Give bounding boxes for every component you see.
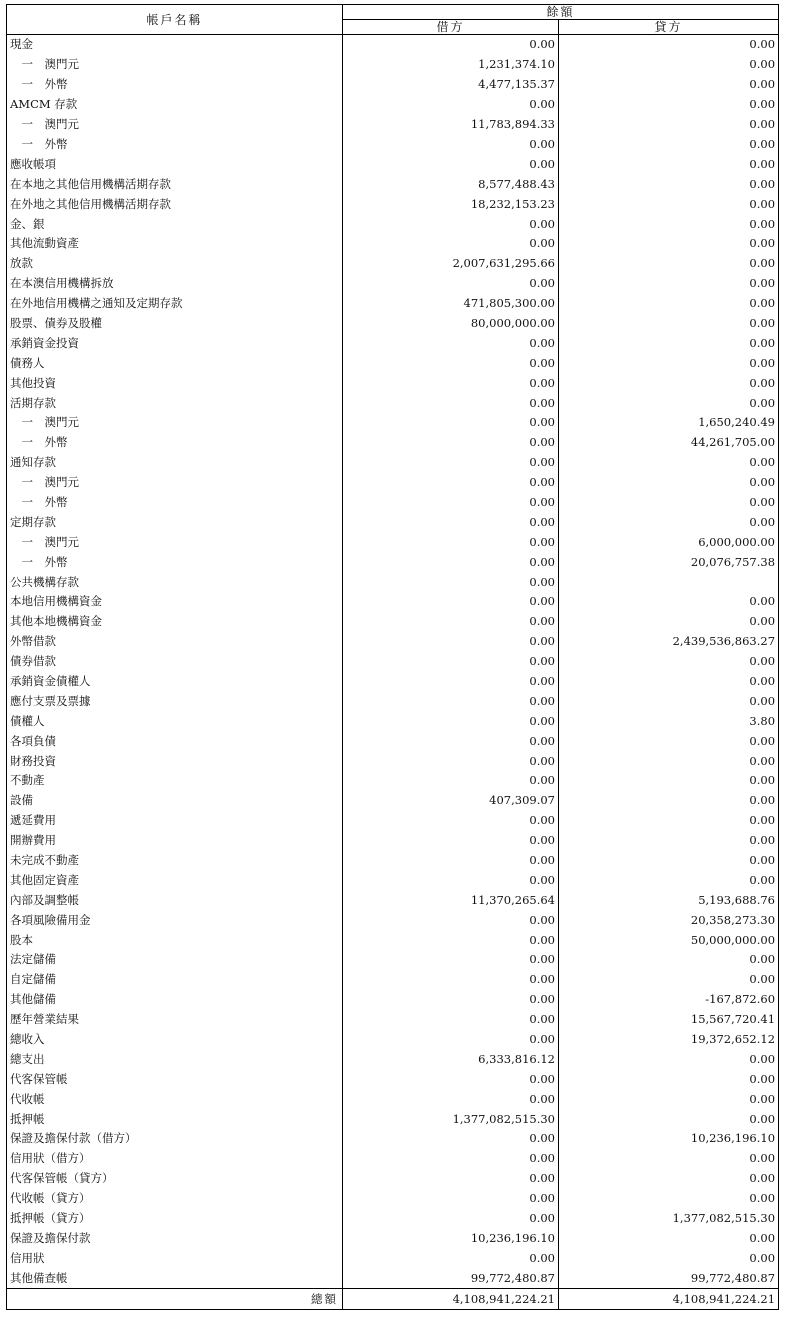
credit-cell: 0.00	[559, 1169, 779, 1189]
account-name-cell: 信用狀	[7, 1248, 343, 1268]
debit-cell: 0.00	[343, 95, 559, 115]
table-header	[7, 5, 779, 35]
header-account-name: 帳戶名稱	[7, 5, 343, 35]
debit-cell: 0.00	[343, 910, 559, 930]
credit-cell: 20,076,757.38	[559, 552, 779, 572]
debit-cell: 0.00	[343, 433, 559, 453]
credit-cell: 0.00	[559, 691, 779, 711]
debit-cell: 0.00	[343, 234, 559, 254]
credit-cell: 3.80	[559, 711, 779, 731]
debit-cell: 0.00	[343, 532, 559, 552]
credit-cell: 0.00	[559, 612, 779, 632]
debit-cell: 2,007,631,295.66	[343, 254, 559, 274]
account-name-cell: 其他固定資產	[7, 870, 343, 890]
account-name-cell: 代客保管帳	[7, 1069, 343, 1089]
table-row	[7, 75, 779, 95]
table-row	[7, 870, 779, 890]
table-row	[7, 950, 779, 970]
debit-cell: 0.00	[343, 930, 559, 950]
table-body	[7, 35, 779, 1289]
debit-cell: 0.00	[343, 413, 559, 433]
account-name-cell: 保證及擔保付款（借方）	[7, 1129, 343, 1149]
table-row	[7, 731, 779, 751]
credit-cell: 0.00	[559, 333, 779, 353]
table-row	[7, 1149, 779, 1169]
credit-cell: 0.00	[559, 512, 779, 532]
credit-cell: 0.00	[559, 174, 779, 194]
account-name-cell: 應付支票及票據	[7, 691, 343, 711]
account-name-cell: 一 澳門元	[7, 532, 343, 552]
debit-cell: 11,783,894.33	[343, 115, 559, 135]
credit-cell: 44,261,705.00	[559, 433, 779, 453]
credit-cell: 0.00	[559, 95, 779, 115]
header-balance: 餘額	[343, 5, 779, 20]
account-name-cell: 信用狀（借方）	[7, 1149, 343, 1169]
debit-cell: 0.00	[343, 1069, 559, 1089]
credit-cell: 0.00	[559, 652, 779, 672]
credit-cell: 0.00	[559, 1089, 779, 1109]
account-name-cell: 各項負債	[7, 731, 343, 751]
account-name-cell: 一 外幣	[7, 433, 343, 453]
table-row	[7, 353, 779, 373]
account-name-cell: 其他投資	[7, 373, 343, 393]
table-row	[7, 612, 779, 632]
table-row	[7, 373, 779, 393]
credit-cell: -167,872.60	[559, 990, 779, 1010]
debit-cell: 1,231,374.10	[343, 55, 559, 75]
account-name-cell: 一 外幣	[7, 492, 343, 512]
debit-cell: 407,309.07	[343, 791, 559, 811]
account-name-cell: 其他備查帳	[7, 1268, 343, 1288]
credit-cell: 0.00	[559, 731, 779, 751]
table-row	[7, 333, 779, 353]
account-name-cell: 外幣借款	[7, 632, 343, 652]
credit-cell: 19,372,652.12	[559, 1030, 779, 1050]
debit-cell: 0.00	[343, 1030, 559, 1050]
table-row	[7, 313, 779, 333]
table-row	[7, 254, 779, 274]
table-row	[7, 433, 779, 453]
credit-cell: 15,567,720.41	[559, 1010, 779, 1030]
debit-cell: 0.00	[343, 453, 559, 473]
account-name-cell: 債券借款	[7, 652, 343, 672]
table-row	[7, 1268, 779, 1288]
total-row	[7, 1289, 779, 1310]
account-name-cell: 代收帳	[7, 1089, 343, 1109]
debit-cell: 0.00	[343, 990, 559, 1010]
credit-cell: 10,236,196.10	[559, 1129, 779, 1149]
debit-cell: 0.00	[343, 851, 559, 871]
table-row	[7, 55, 779, 75]
credit-cell: 50,000,000.00	[559, 930, 779, 950]
account-name-cell: 自定儲備	[7, 970, 343, 990]
debit-cell: 0.00	[343, 1248, 559, 1268]
credit-cell: 0.00	[559, 154, 779, 174]
credit-cell: 20,358,273.30	[559, 910, 779, 930]
credit-cell: 0.00	[559, 453, 779, 473]
credit-cell: 0.00	[559, 811, 779, 831]
debit-cell: 471,805,300.00	[343, 294, 559, 314]
credit-cell: 99,772,480.87	[559, 1268, 779, 1288]
debit-cell: 0.00	[343, 1089, 559, 1109]
account-name-cell: 應收帳項	[7, 154, 343, 174]
debit-cell: 0.00	[343, 333, 559, 353]
account-name-cell: 股票、債券及股權	[7, 313, 343, 333]
table-row	[7, 274, 779, 294]
credit-cell: 0.00	[559, 1189, 779, 1209]
account-name-cell: 總支出	[7, 1049, 343, 1069]
account-name-cell: 一 澳門元	[7, 413, 343, 433]
account-name-cell: 一 外幣	[7, 134, 343, 154]
account-name-cell: 本地信用機構資金	[7, 592, 343, 612]
credit-cell: 0.00	[559, 294, 779, 314]
account-name-cell: 現金	[7, 35, 343, 55]
credit-cell: 0.00	[559, 393, 779, 413]
debit-cell: 0.00	[343, 373, 559, 393]
total-label: 總額	[7, 1289, 343, 1310]
credit-cell: 0.00	[559, 851, 779, 871]
credit-cell: 0.00	[559, 75, 779, 95]
credit-cell: 0.00	[559, 492, 779, 512]
account-name-cell: 在本地之其他信用機構活期存款	[7, 174, 343, 194]
table-row	[7, 35, 779, 55]
debit-cell: 0.00	[343, 652, 559, 672]
debit-cell: 0.00	[343, 552, 559, 572]
table-row	[7, 552, 779, 572]
table-row	[7, 1069, 779, 1089]
account-name-cell: 代收帳（貸方）	[7, 1189, 343, 1209]
table-row	[7, 910, 779, 930]
credit-cell: 0.00	[559, 970, 779, 990]
account-name-cell: 承銷資金投資	[7, 333, 343, 353]
credit-cell: 0.00	[559, 1228, 779, 1248]
account-name-cell: 歷年營業結果	[7, 1010, 343, 1030]
table-row	[7, 492, 779, 512]
table-row	[7, 512, 779, 532]
debit-cell: 0.00	[343, 612, 559, 632]
debit-cell: 0.00	[343, 1209, 559, 1229]
credit-cell: 0.00	[559, 870, 779, 890]
credit-cell: 0.00	[559, 1069, 779, 1089]
credit-cell: 0.00	[559, 1149, 779, 1169]
credit-cell: 0.00	[559, 234, 779, 254]
credit-cell: 0.00	[559, 274, 779, 294]
table-row	[7, 572, 779, 592]
table-row	[7, 1049, 779, 1069]
trial-balance-sheet	[6, 4, 778, 1310]
credit-cell: 0.00	[559, 592, 779, 612]
debit-cell: 0.00	[343, 1169, 559, 1189]
account-name-cell: 在外地信用機構之通知及定期存款	[7, 294, 343, 314]
account-name-cell: 在本澳信用機構拆放	[7, 274, 343, 294]
debit-cell: 0.00	[343, 353, 559, 373]
table-row	[7, 214, 779, 234]
debit-cell: 0.00	[343, 134, 559, 154]
table-row	[7, 811, 779, 831]
table-row	[7, 115, 779, 135]
debit-cell: 6,333,816.12	[343, 1049, 559, 1069]
table-row	[7, 592, 779, 612]
table-row	[7, 473, 779, 493]
debit-cell: 0.00	[343, 751, 559, 771]
credit-cell: 0.00	[559, 214, 779, 234]
table-row	[7, 134, 779, 154]
account-name-cell: 一 澳門元	[7, 115, 343, 135]
total-credit: 4,108,941,224.21	[559, 1289, 779, 1310]
table-row	[7, 990, 779, 1010]
debit-cell: 18,232,153.23	[343, 194, 559, 214]
credit-cell: 0.00	[559, 473, 779, 493]
debit-cell: 0.00	[343, 492, 559, 512]
credit-cell: 2,439,536,863.27	[559, 632, 779, 652]
table-row	[7, 95, 779, 115]
debit-cell: 10,236,196.10	[343, 1228, 559, 1248]
table-row	[7, 691, 779, 711]
table-row	[7, 632, 779, 652]
debit-cell: 0.00	[343, 970, 559, 990]
table-row	[7, 1109, 779, 1129]
debit-cell: 8,577,488.43	[343, 174, 559, 194]
table-row	[7, 154, 779, 174]
debit-cell: 0.00	[343, 1129, 559, 1149]
debit-cell: 1,377,082,515.30	[343, 1109, 559, 1129]
account-name-cell: 其他本地機構資金	[7, 612, 343, 632]
debit-cell: 0.00	[343, 672, 559, 692]
credit-cell: 0.00	[559, 751, 779, 771]
credit-cell: 0.00	[559, 1248, 779, 1268]
credit-cell: 0.00	[559, 353, 779, 373]
credit-cell: 0.00	[559, 1049, 779, 1069]
debit-cell: 0.00	[343, 731, 559, 751]
debit-cell: 0.00	[343, 473, 559, 493]
account-name-cell: 法定儲備	[7, 950, 343, 970]
table-row	[7, 1189, 779, 1209]
debit-cell: 0.00	[343, 154, 559, 174]
credit-cell: 0.00	[559, 194, 779, 214]
account-name-cell: 一 澳門元	[7, 55, 343, 75]
debit-cell: 0.00	[343, 711, 559, 731]
debit-cell: 0.00	[343, 393, 559, 413]
debit-cell: 0.00	[343, 870, 559, 890]
account-name-cell: 一 外幣	[7, 75, 343, 95]
debit-cell: 0.00	[343, 592, 559, 612]
account-name-cell: 未完成不動產	[7, 851, 343, 871]
account-name-cell: 金、銀	[7, 214, 343, 234]
credit-cell: 0.00	[559, 254, 779, 274]
credit-cell	[559, 572, 779, 592]
debit-cell: 80,000,000.00	[343, 313, 559, 333]
account-name-cell: 活期存款	[7, 393, 343, 413]
table-row	[7, 1010, 779, 1030]
debit-cell: 0.00	[343, 632, 559, 652]
account-name-cell: 在外地之其他信用機構活期存款	[7, 194, 343, 214]
credit-cell: 0.00	[559, 373, 779, 393]
debit-cell: 0.00	[343, 1010, 559, 1030]
account-name-cell: 抵押帳	[7, 1109, 343, 1129]
table-row	[7, 791, 779, 811]
credit-cell: 0.00	[559, 55, 779, 75]
account-name-cell: 代客保管帳（貸方）	[7, 1169, 343, 1189]
header-debit: 借方	[343, 20, 559, 35]
debit-cell: 11,370,265.64	[343, 890, 559, 910]
debit-cell: 99,772,480.87	[343, 1268, 559, 1288]
credit-cell: 5,193,688.76	[559, 890, 779, 910]
table-row	[7, 890, 779, 910]
table-row	[7, 234, 779, 254]
debit-cell: 0.00	[343, 811, 559, 831]
table-row	[7, 711, 779, 731]
account-name-cell: 通知存款	[7, 453, 343, 473]
debit-cell: 0.00	[343, 1149, 559, 1169]
credit-cell: 0.00	[559, 313, 779, 333]
account-name-cell: 定期存款	[7, 512, 343, 532]
account-name-cell: 公共機構存款	[7, 572, 343, 592]
account-name-cell: 股本	[7, 930, 343, 950]
account-name-cell: 遞延費用	[7, 811, 343, 831]
account-name-cell: 其他流動資產	[7, 234, 343, 254]
debit-cell: 0.00	[343, 950, 559, 970]
credit-cell: 6,000,000.00	[559, 532, 779, 552]
account-name-cell: 一 外幣	[7, 552, 343, 572]
debit-cell: 0.00	[343, 771, 559, 791]
account-name-cell: 開辦費用	[7, 831, 343, 851]
table-row	[7, 1228, 779, 1248]
table-row	[7, 294, 779, 314]
credit-cell: 0.00	[559, 831, 779, 851]
table-row	[7, 413, 779, 433]
table-row	[7, 771, 779, 791]
debit-cell: 0.00	[343, 831, 559, 851]
credit-cell: 0.00	[559, 791, 779, 811]
credit-cell: 0.00	[559, 672, 779, 692]
account-name-cell: 不動產	[7, 771, 343, 791]
credit-cell: 0.00	[559, 115, 779, 135]
account-name-cell: 抵押帳（貸方）	[7, 1209, 343, 1229]
credit-cell: 1,650,240.49	[559, 413, 779, 433]
table-row	[7, 930, 779, 950]
credit-cell: 0.00	[559, 1109, 779, 1129]
debit-cell: 4,477,135.37	[343, 75, 559, 95]
table-row	[7, 453, 779, 473]
account-name-cell: 保證及擔保付款	[7, 1228, 343, 1248]
account-name-cell: 放款	[7, 254, 343, 274]
table-row	[7, 672, 779, 692]
debit-cell: 0.00	[343, 572, 559, 592]
table-row	[7, 1169, 779, 1189]
trial-balance-table	[6, 4, 779, 1310]
account-name-cell: AMCM 存款	[7, 95, 343, 115]
table-row	[7, 194, 779, 214]
table-row	[7, 851, 779, 871]
table-row	[7, 1248, 779, 1268]
debit-cell: 0.00	[343, 512, 559, 532]
debit-cell: 0.00	[343, 691, 559, 711]
table-row	[7, 751, 779, 771]
table-row	[7, 1129, 779, 1149]
account-name-cell: 債權人	[7, 711, 343, 731]
account-name-cell: 一 澳門元	[7, 473, 343, 493]
table-row	[7, 1209, 779, 1229]
account-name-cell: 設備	[7, 791, 343, 811]
total-debit: 4,108,941,224.21	[343, 1289, 559, 1310]
table-row	[7, 532, 779, 552]
table-row	[7, 1089, 779, 1109]
account-name-cell: 財務投資	[7, 751, 343, 771]
debit-cell: 0.00	[343, 274, 559, 294]
credit-cell: 0.00	[559, 950, 779, 970]
table-row	[7, 652, 779, 672]
account-name-cell: 債務人	[7, 353, 343, 373]
table-row	[7, 174, 779, 194]
credit-cell: 0.00	[559, 35, 779, 55]
credit-cell: 1,377,082,515.30	[559, 1209, 779, 1229]
table-row	[7, 970, 779, 990]
account-name-cell: 各項風險備用金	[7, 910, 343, 930]
table-row	[7, 393, 779, 413]
account-name-cell: 其他儲備	[7, 990, 343, 1010]
account-name-cell: 內部及調整帳	[7, 890, 343, 910]
header-credit: 貸方	[559, 20, 779, 35]
debit-cell: 0.00	[343, 35, 559, 55]
credit-cell: 0.00	[559, 771, 779, 791]
credit-cell: 0.00	[559, 134, 779, 154]
account-name-cell: 總收入	[7, 1030, 343, 1050]
account-name-cell: 承銷資金債權人	[7, 672, 343, 692]
table-row	[7, 831, 779, 851]
table-row	[7, 1030, 779, 1050]
debit-cell: 0.00	[343, 1189, 559, 1209]
debit-cell: 0.00	[343, 214, 559, 234]
